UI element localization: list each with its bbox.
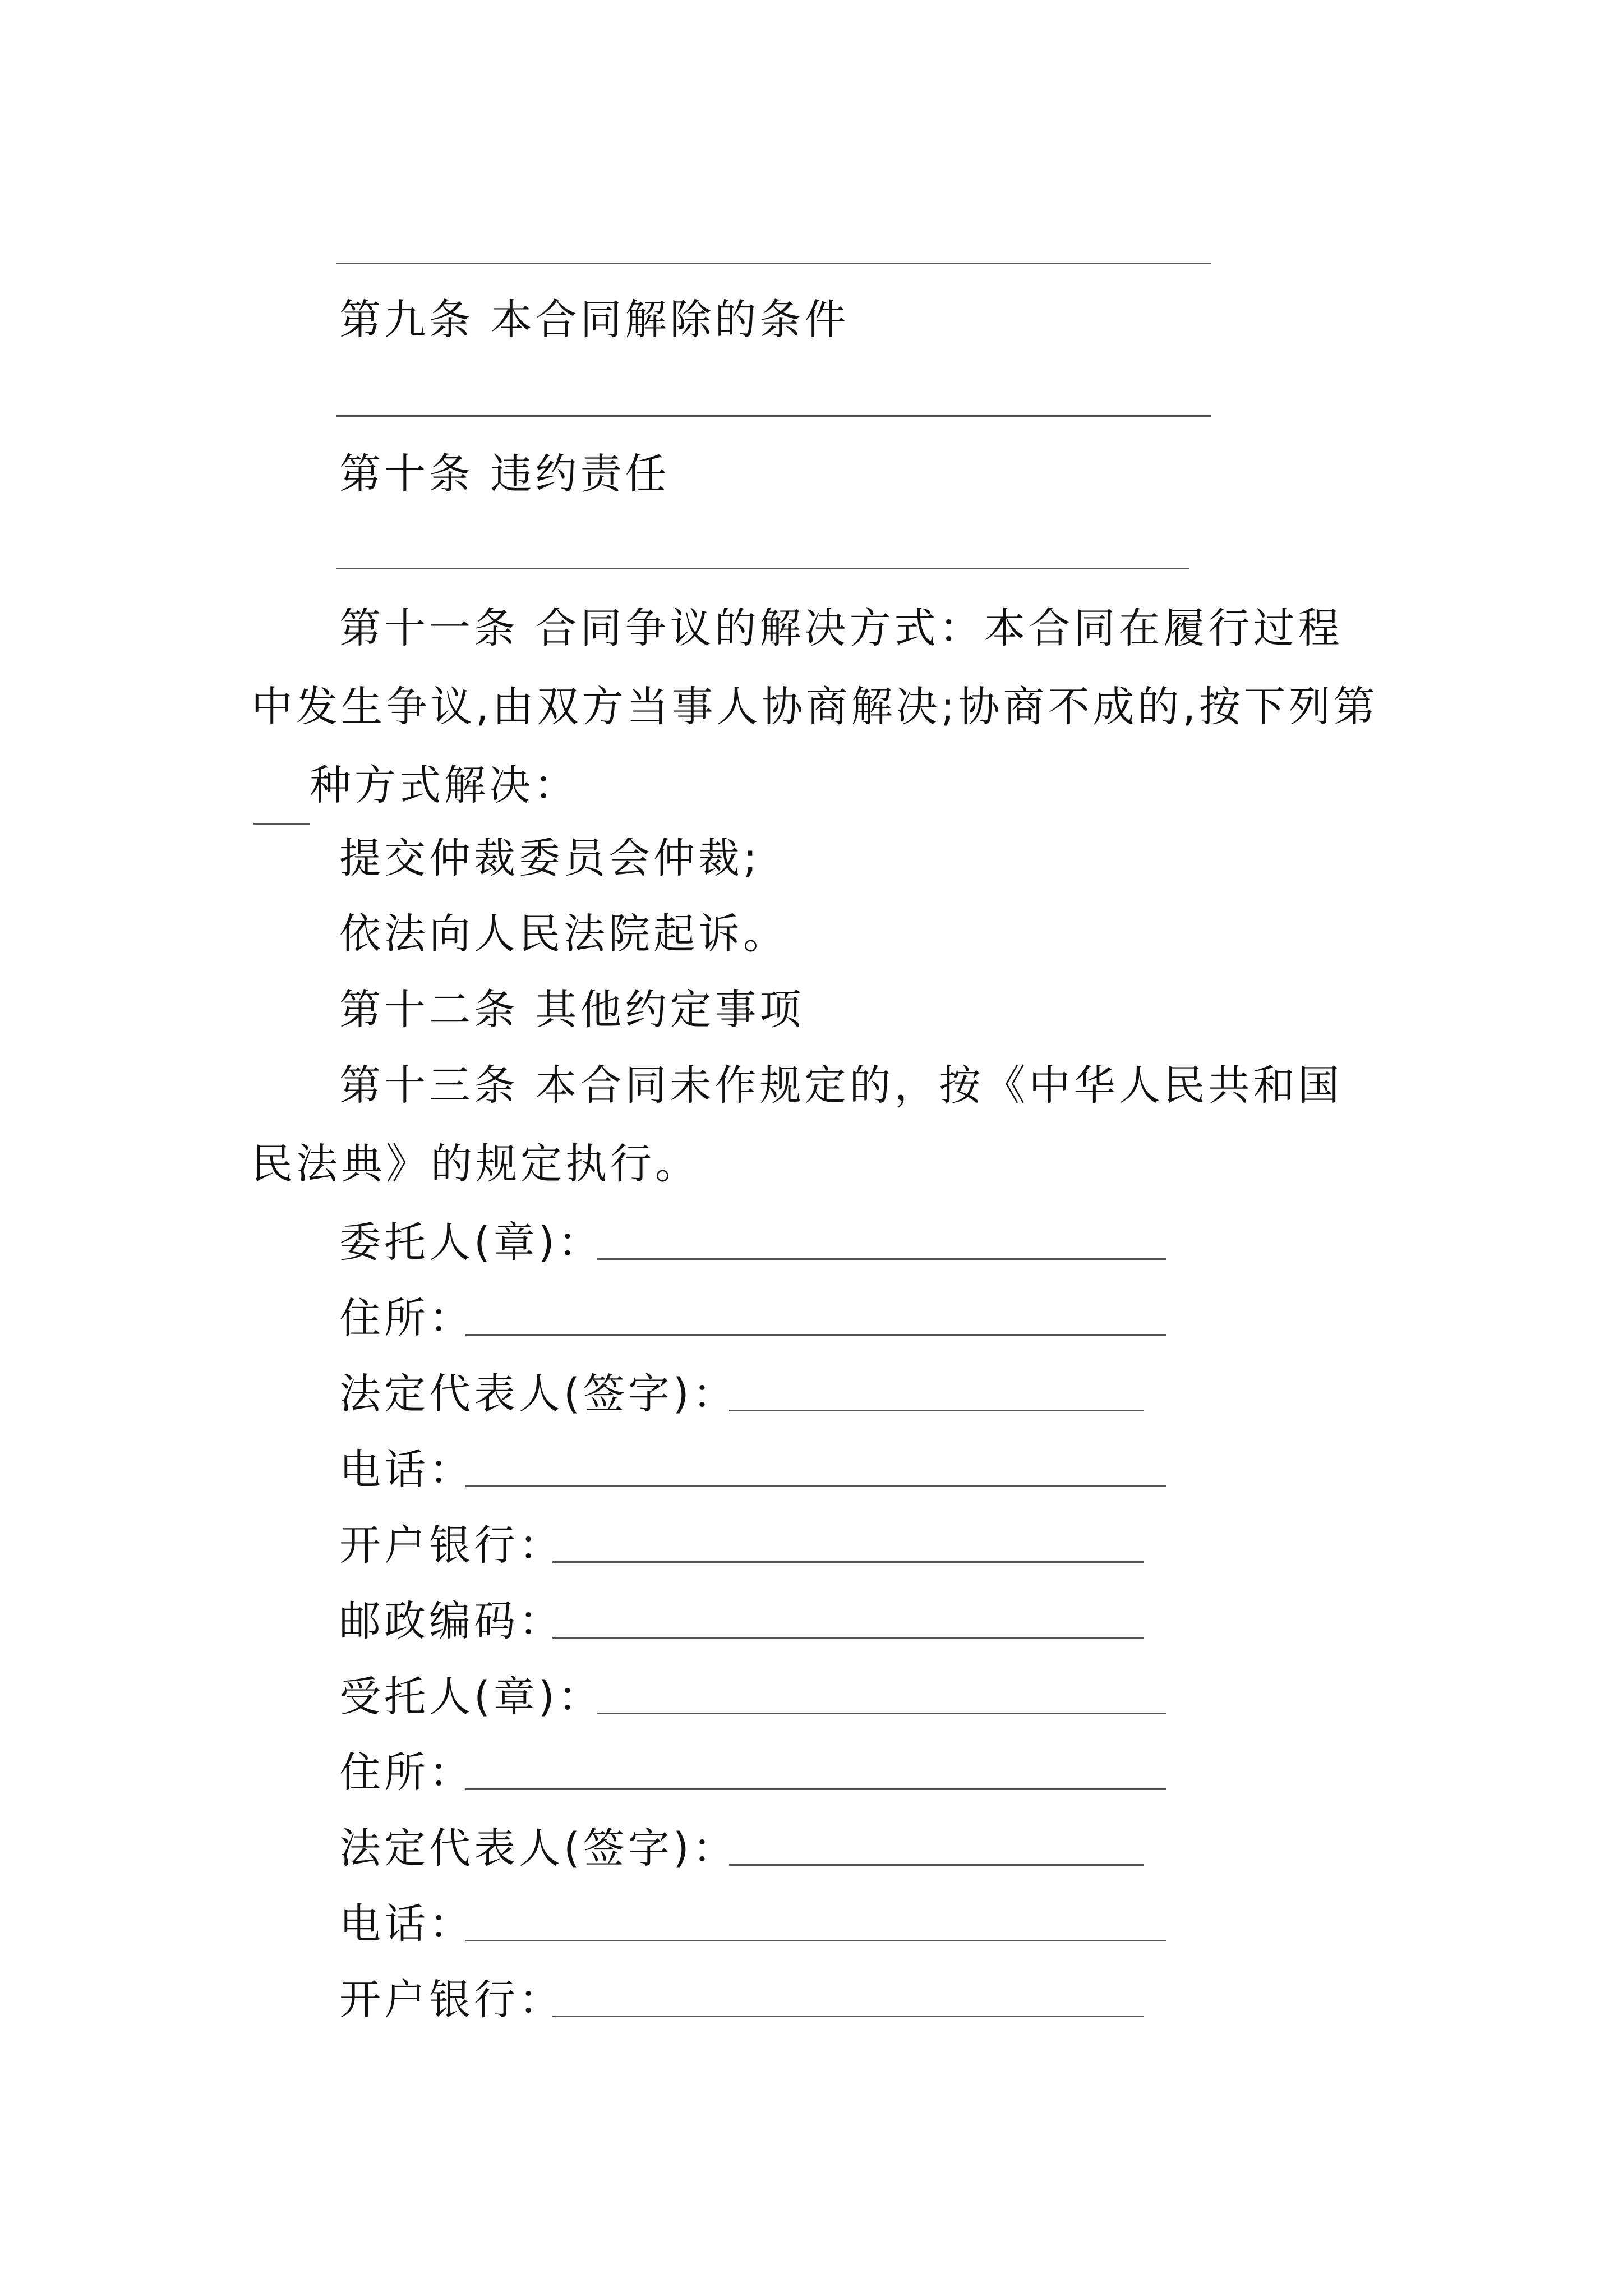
- trustee-phone-field[interactable]: [465, 1940, 1166, 1941]
- trustee-bank-label: 开户银行：: [339, 1976, 564, 2024]
- trustee-bank-field[interactable]: [552, 2016, 1144, 2017]
- blank-line: [336, 568, 1189, 569]
- article-11-text: 第十一条 合同争议的解决方式：本合同在履行过程中发生争议,由双方当事人协商解决;协商不成的,按下列第: [251, 604, 1378, 731]
- entrustor-name-label: 委托人(章)：: [339, 1218, 603, 1267]
- entrustor-address-label: 住所：: [339, 1294, 474, 1342]
- option-arbitration: 提交仲裁委员会仲裁;: [339, 834, 760, 882]
- entrustor-postcode-label: 邮政编码：: [339, 1597, 564, 1645]
- article-11: [251, 589, 1384, 825]
- entrustor-rep-label: 法定代表人(签字)：: [339, 1370, 737, 1418]
- trustee-address-field[interactable]: [465, 1788, 1166, 1790]
- entrustor-name-field[interactable]: [597, 1258, 1166, 1260]
- entrustor-bank-label: 开户银行：: [339, 1521, 564, 1570]
- trustee-address-label: 住所：: [339, 1749, 474, 1797]
- trustee-name-field[interactable]: [597, 1713, 1166, 1714]
- article-11-tail: 种方式解决：: [310, 761, 579, 809]
- trustee-name-label: 受托人(章)：: [339, 1673, 603, 1721]
- article-10: 第十条 违约责任: [339, 450, 670, 498]
- entrustor-address-field[interactable]: [465, 1334, 1166, 1336]
- article-9: 第九条 本合同解除的条件: [339, 296, 850, 344]
- entrustor-rep-field[interactable]: [729, 1410, 1144, 1411]
- trustee-rep-label: 法定代表人(签字)：: [339, 1824, 737, 1872]
- option-lawsuit: 依法向人民法院起诉。: [339, 910, 788, 958]
- trustee-phone-label: 电话：: [339, 1900, 474, 1948]
- trustee-rep-field[interactable]: [729, 1864, 1144, 1866]
- blank-line: [336, 263, 1211, 264]
- article-12: 第十二条 其他约定事项: [339, 986, 805, 1034]
- blank-line: [336, 415, 1211, 417]
- entrustor-bank-field[interactable]: [552, 1561, 1144, 1563]
- article-13: 第十三条 本合同未作规定的，按《中华人民共和国民法典》的规定执行。: [251, 1061, 1343, 1188]
- entrustor-phone-field[interactable]: [465, 1485, 1166, 1487]
- choice-blank[interactable]: [253, 784, 310, 825]
- entrustor-phone-label: 电话：: [339, 1446, 474, 1494]
- entrustor-postcode-field[interactable]: [552, 1637, 1144, 1639]
